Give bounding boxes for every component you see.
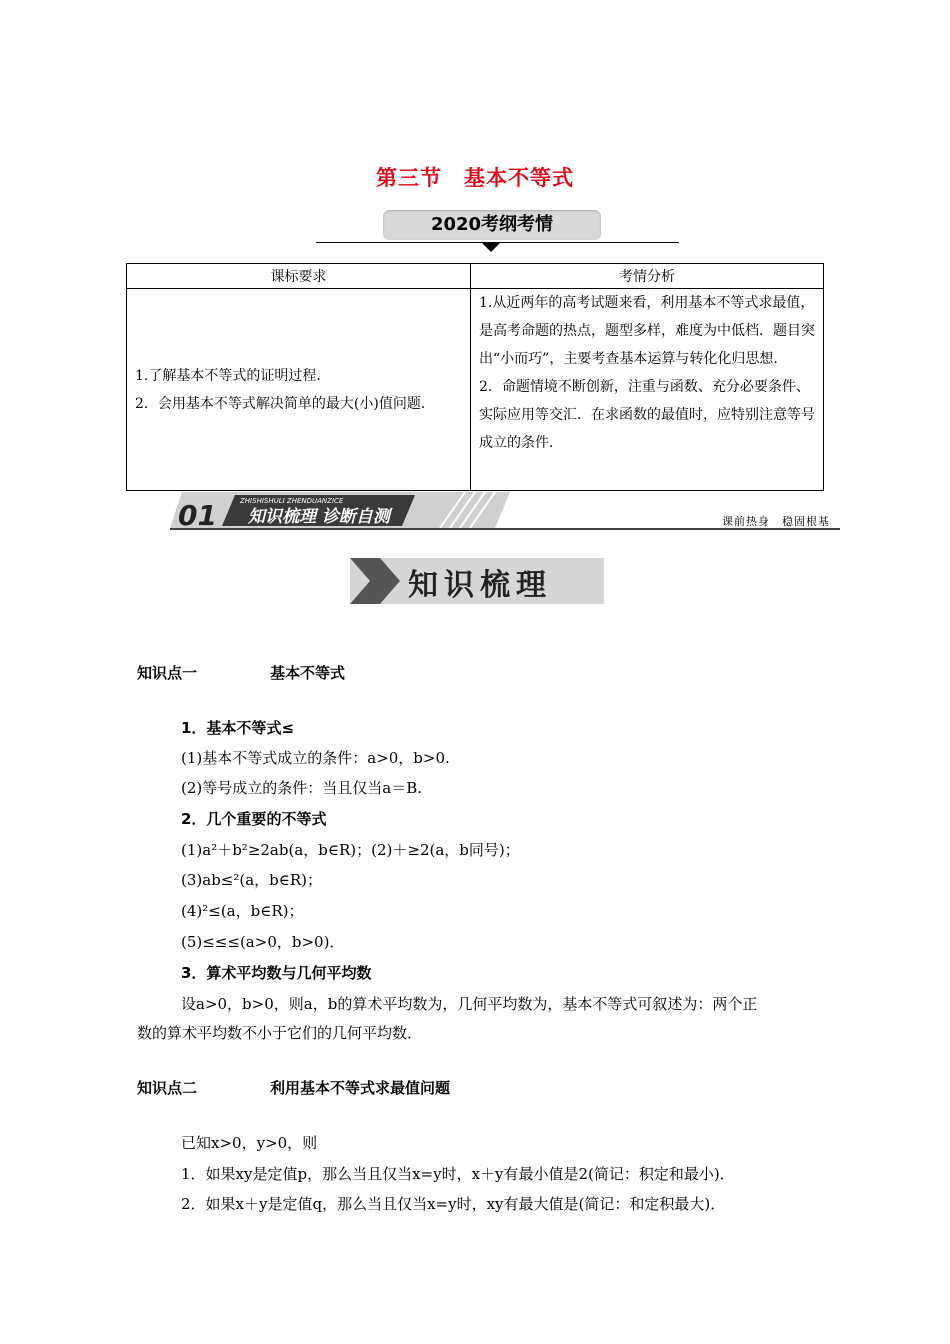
chapter-subtitle: 课前热身 稳固根基: [722, 515, 830, 528]
page-title: 第三节 基本不等式: [376, 166, 574, 190]
exam-banner: 2020考纲考情: [383, 210, 601, 240]
banner-arrow-icon: [482, 243, 500, 252]
text-line: (2)等号成立的条件：当且仅当a＝B.: [181, 779, 422, 797]
standard-item: 1.了解基本不等式的证明过程．: [135, 367, 331, 384]
text-line: 设a>0，b>0，则a，b的算术平均数为，几何平均数为，基本不等式可叙述为：两个正: [181, 995, 758, 1013]
standard-cell: [127, 289, 471, 491]
text-line: (3)ab≤²(a，b∈R)；: [181, 871, 323, 889]
analysis-item: 1.从近两年的高考试题来看，利用基本不等式求最值，是高考命题的热点，题型多样，难度为中低档．题目突出“小而巧”，主要考查基本运算与转化化归思想．: [479, 295, 815, 367]
analysis-cell: [471, 289, 824, 491]
kp1-title: 基本不等式: [270, 664, 346, 682]
standard-item: 2．会用基本不等式解决简单的最大(小)值问题．: [135, 395, 435, 412]
analysis-item: 2．命题情境不断创新，注重与函数、充分必要条件、实际应用等交汇．在求函数的最值时，应特别注意等号成立的条件．: [479, 379, 815, 451]
chapter-strip: [170, 492, 510, 528]
table-header-analysis: 考情分析: [471, 264, 824, 289]
kp2-label: 知识点二: [137, 1079, 198, 1097]
heading: 2．几个重要的不等式: [181, 810, 327, 828]
kp1-label: 知识点一: [137, 664, 198, 682]
chapter-number: 01: [178, 499, 217, 528]
heading: 1．基本不等式≤: [181, 719, 295, 737]
chapter-pinyin: ZHISHISHULI ZHENDUANZICE: [240, 497, 344, 505]
chapter-label: 知识梳理 诊断自测: [248, 507, 390, 527]
section-header: [350, 558, 604, 604]
section-title: 知识梳理: [408, 568, 552, 603]
kp2-title: 利用基本不等式求最值问题: [270, 1079, 451, 1097]
chapter-divider: [170, 528, 840, 530]
table-header-standard: 课标要求: [127, 264, 471, 289]
text-line: 数的算术平均数不小于它们的几何平均数．: [137, 1024, 423, 1042]
text-line: 1．如果xy是定值p，那么当且仅当x=y时，x＋y有最小值是2(简记：积定和最小)．: [181, 1165, 735, 1183]
text-line: (4)²≤(a，b∈R)；: [181, 902, 304, 920]
text-line: 2．如果x＋y是定值q，那么当且仅当x=y时，xy有最大值是(简记：和定积最大)．: [181, 1195, 726, 1213]
heading: 3．算术平均数与几何平均数: [181, 964, 372, 982]
requirements-table: [126, 263, 824, 491]
text-line: 已知x>0，y>0，则: [181, 1134, 318, 1152]
text-line: (1)a²＋b²≥2ab(a，b∈R)；(2)＋≥2(a，b同号)；: [181, 841, 520, 859]
text-line: (5)≤≤≤(a>0，b>0)．: [181, 933, 345, 951]
text-line: (1)基本不等式成立的条件：a>0，b>0.: [181, 749, 450, 767]
